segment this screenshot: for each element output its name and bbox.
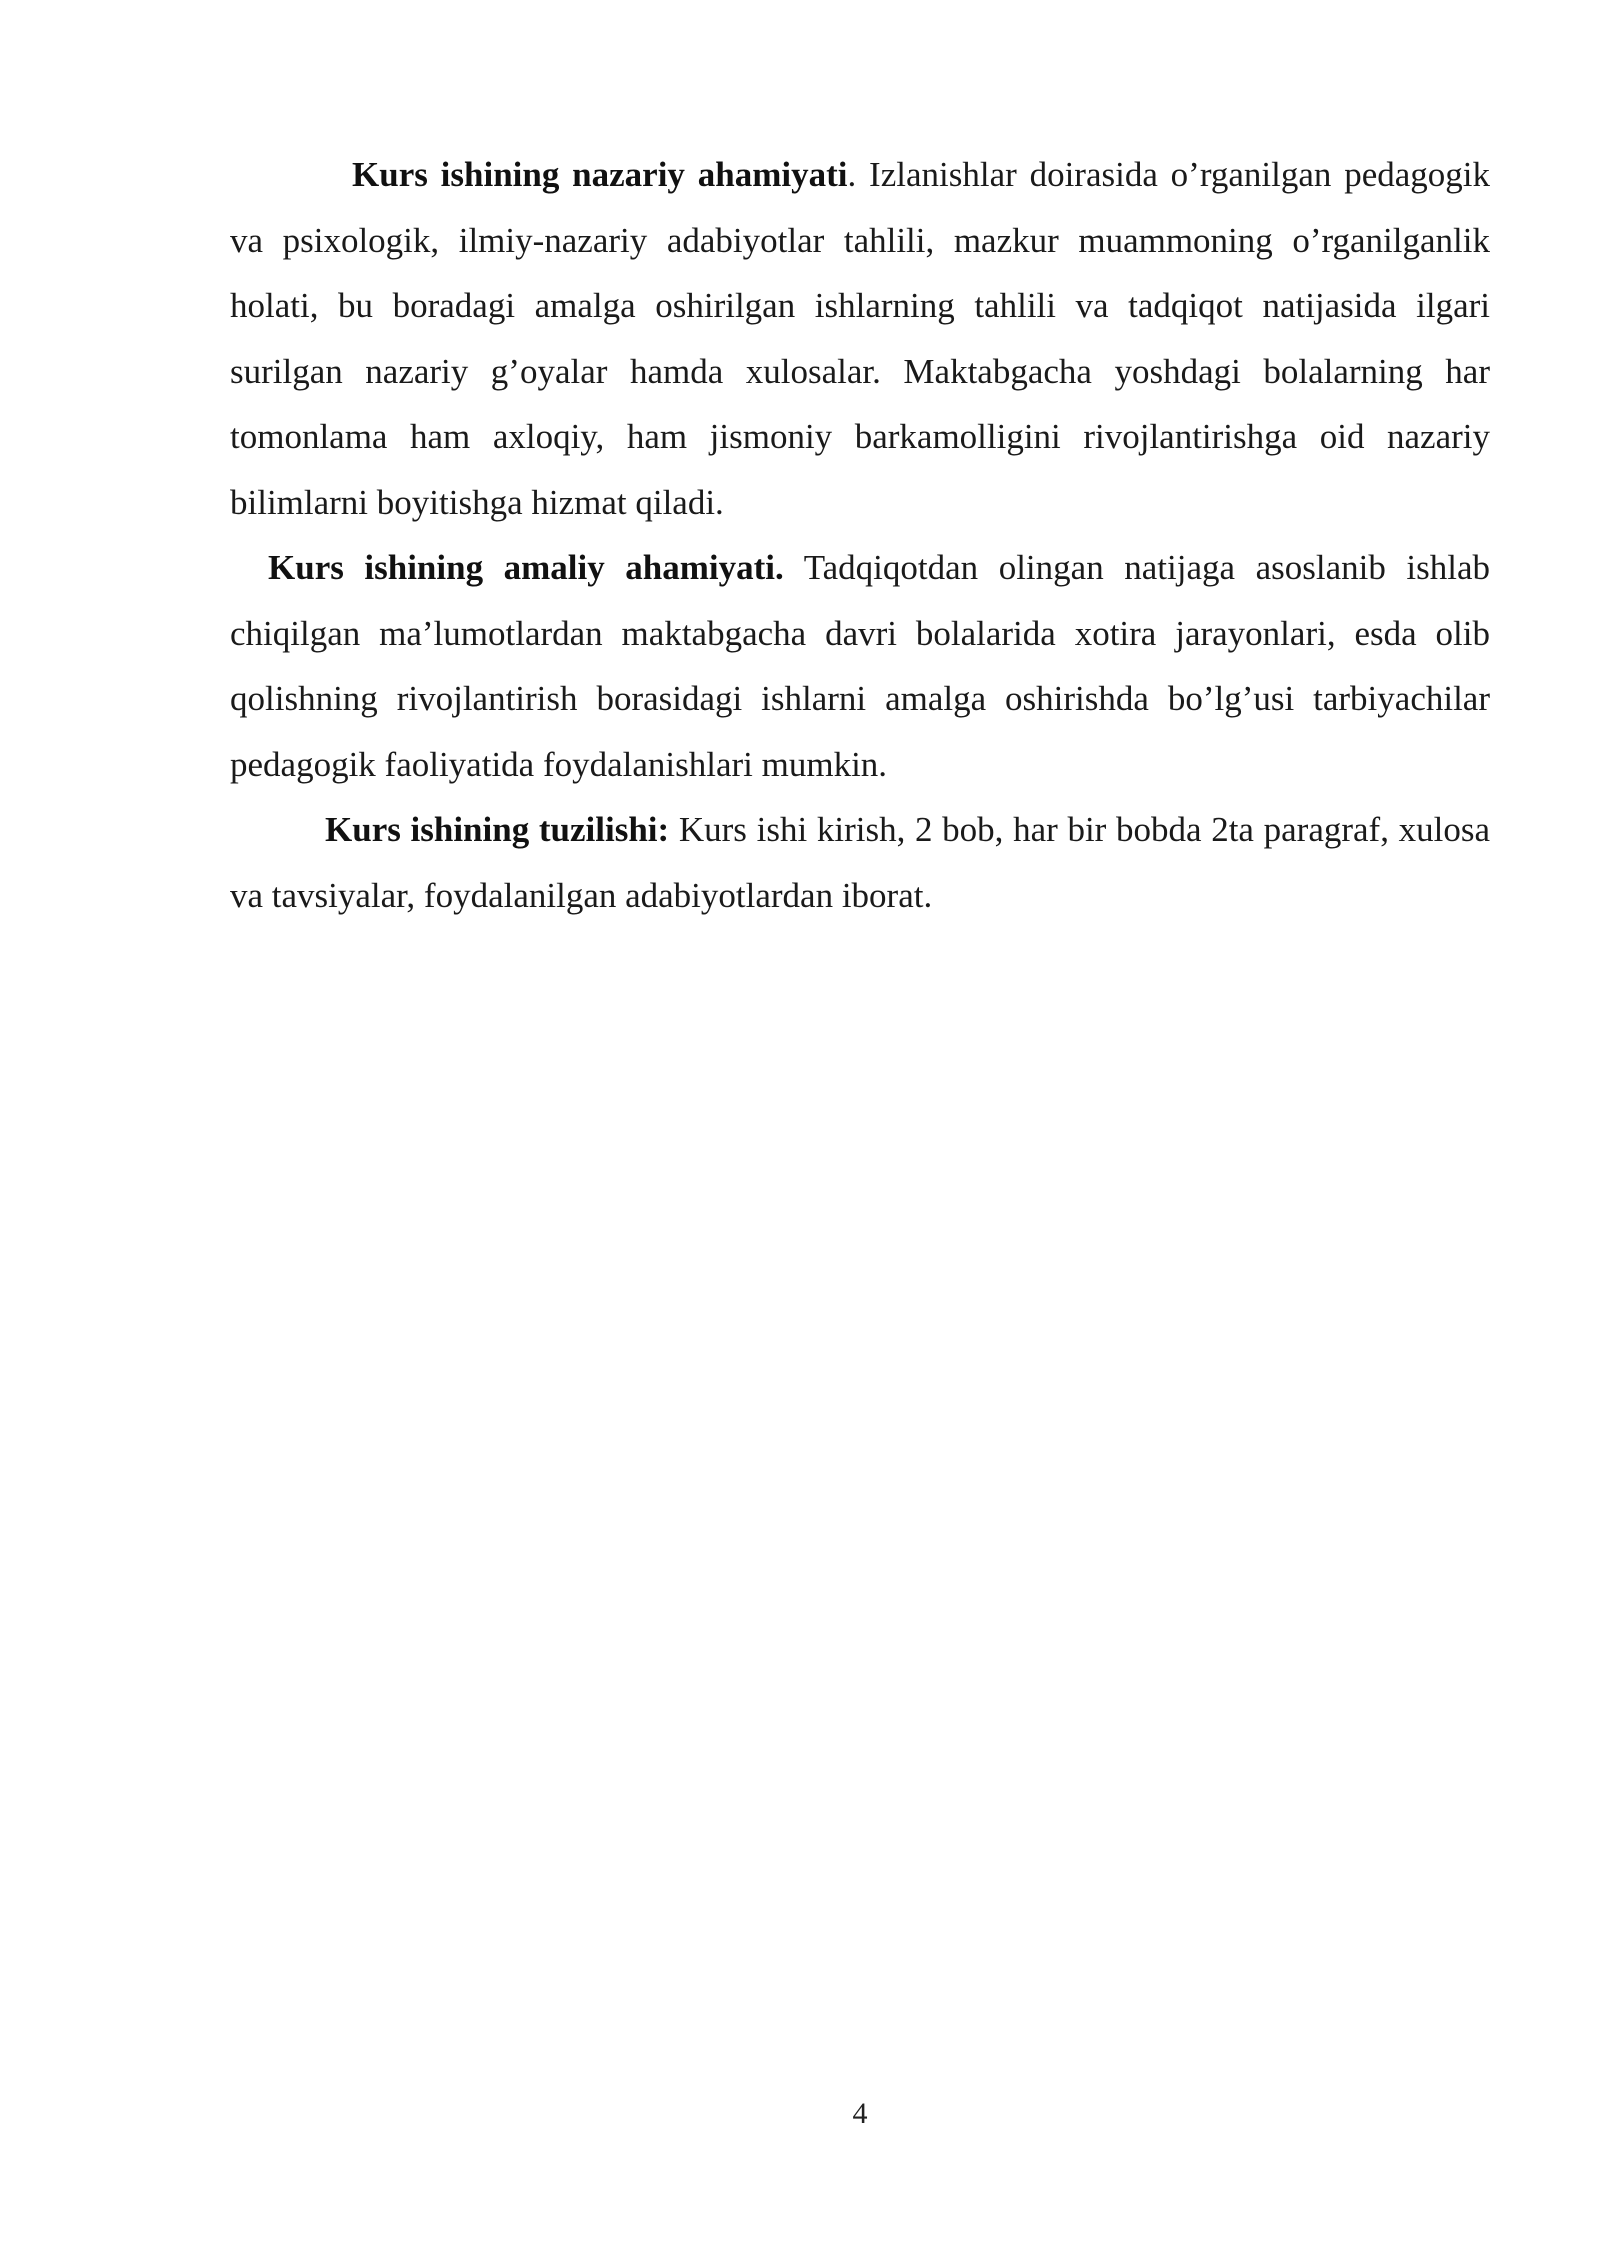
paragraph-separator: [669, 810, 679, 849]
page-number: 4: [852, 2097, 868, 2130]
paragraph-text: Tadqiqotdan olingan natijaga asoslanib ishlab chiqilgan ma’lumotlardan maktabgacha davri bolalarida xotira jarayonlari, esda olib qolishning rivojlantirish borasidagi ishlarni amalga oshirishda bo’lg’usi tarbiyachilar pedagogik faoliyatida foydalanishlari mumkin.: [230, 548, 1490, 784]
paragraph-separator: [784, 548, 804, 587]
paragraph-text: Izlanishlar doirasida o’rganilgan pedagogik va psixologik, ilmiy-nazariy adabiyotlar tahlili, mazkur muammoning o’rganilganlik holati, bu boradagi amalga oshirilgan ishlarning tahlili va tadqiqot natijasida ilgari surilgan nazariy g’oyalar hamda xulosalar. Maktabgacha yoshdagi bolalarning har tomonlama ham axloqiy, ham jismoniy barkamolligini rivojlantirishga oid nazariy bilimlarni boyitishga hizmat qiladi.: [230, 155, 1490, 522]
paragraph-heading: Kurs ishining nazariy ahamiyati: [352, 155, 848, 194]
paragraph-heading: Kurs ishining amaliy ahamiyati.: [268, 548, 784, 587]
paragraph-heading: Kurs ishining tuzilishi:: [325, 810, 670, 849]
paragraph-text: Kurs ishi kirish, 2 bob, har bir bobda 2ta paragraf, xulosa va tavsiyalar, foydalanilgan adabiyotlardan iborat.: [230, 810, 1491, 915]
paragraph-separator: .: [847, 155, 870, 194]
paragraph-structure: [230, 797, 1490, 928]
page-body: [230, 142, 1490, 928]
paragraph-practical-significance: [230, 535, 1490, 797]
paragraph-theoretical-significance: [230, 142, 1490, 535]
